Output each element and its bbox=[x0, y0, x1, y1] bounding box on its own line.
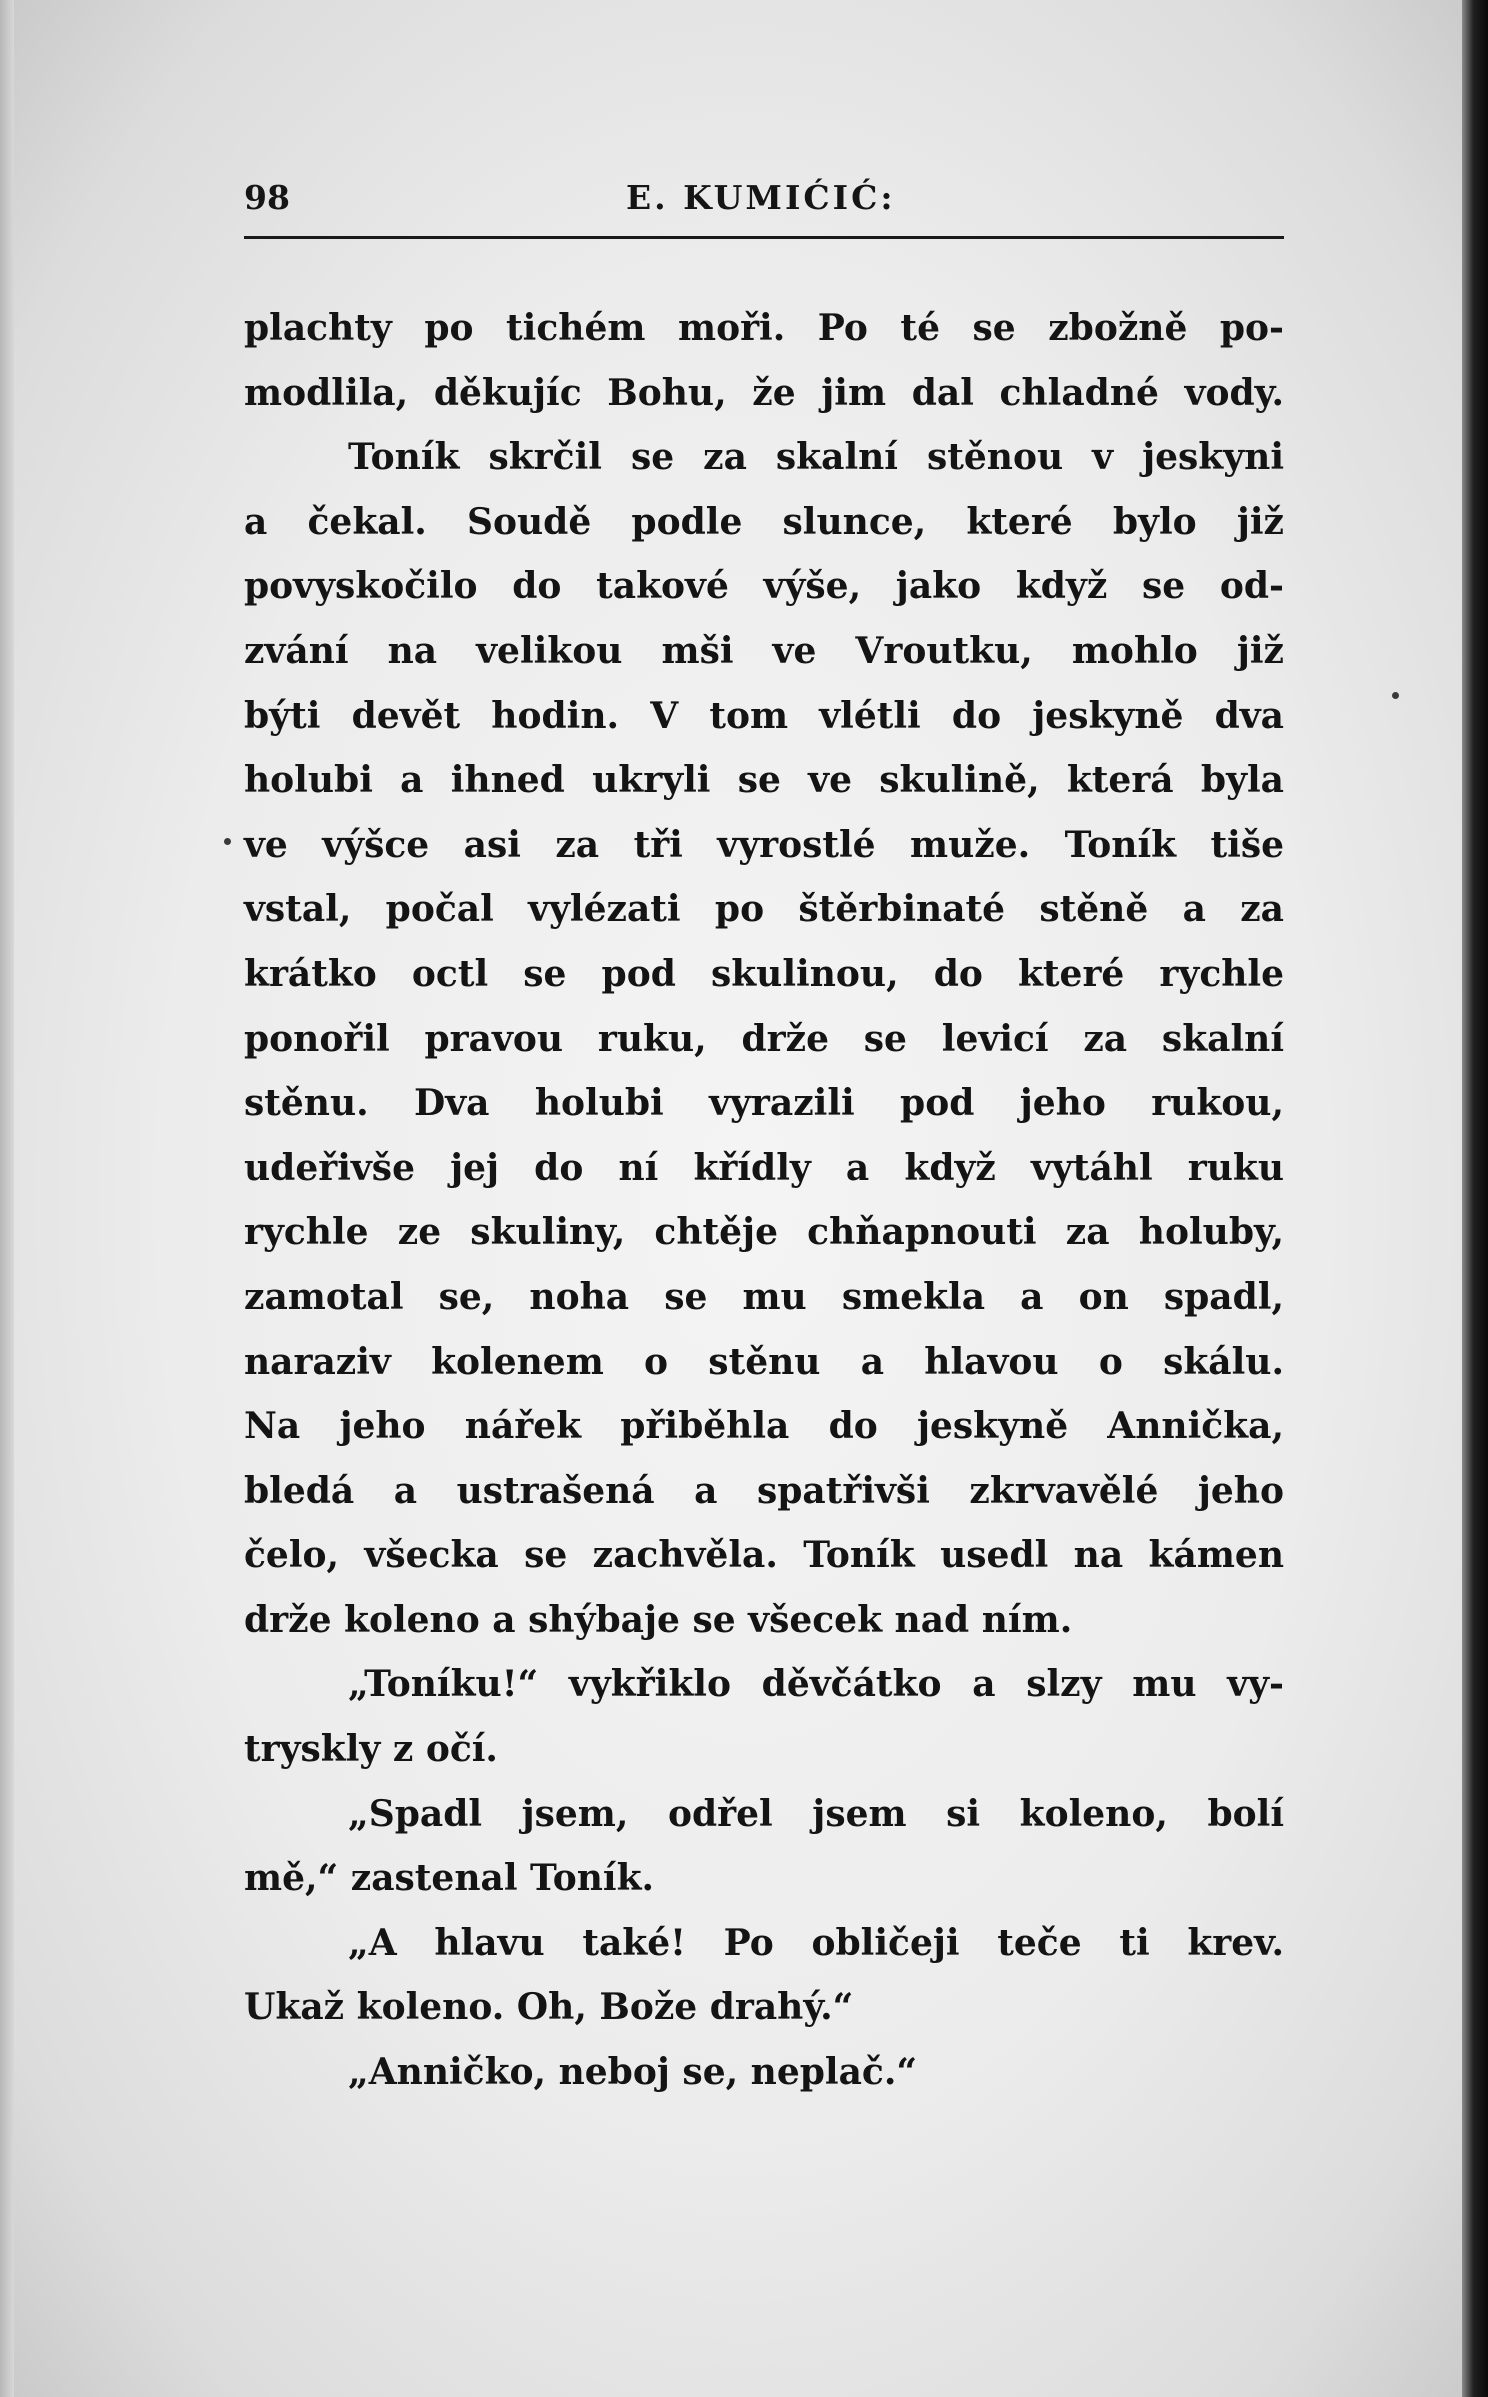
text-line: vstal, počal vylézati po štěrbinaté stěně a za bbox=[244, 888, 1284, 931]
text-line: a čekal. Soudě podle slunce, které bylo již bbox=[244, 500, 1284, 543]
running-head: E. KUMIĆIĆ: bbox=[626, 178, 896, 217]
text-line: tryskly z očí. bbox=[244, 1728, 498, 1771]
page-header bbox=[244, 178, 1284, 228]
text-line: čelo, všecka se zachvěla. Toník usedl na kámen bbox=[244, 1534, 1284, 1577]
text-line: „A hlavu také! Po obličeji teče ti krev. bbox=[348, 1921, 1284, 1964]
page-binding-shadow bbox=[1462, 0, 1488, 2397]
text-line: stěnu. Dva holubi vyrazili pod jeho rukou, bbox=[244, 1082, 1284, 1125]
text-line: Toník skrčil se za skalní stěnou v jeskyni bbox=[348, 436, 1284, 479]
body-text bbox=[244, 296, 1284, 2105]
text-line: holubi a ihned ukryli se ve skulině, která byla bbox=[244, 759, 1284, 802]
text-line: zamotal se, noha se mu smekla a on spadl, bbox=[244, 1275, 1284, 1318]
text-line: povyskočilo do takové výše, jako když se od- bbox=[244, 565, 1284, 608]
text-line: býti devět hodin. V tom vlétli do jeskyně dva bbox=[244, 694, 1284, 737]
text-line: ponořil pravou ruku, drže se levicí za skalní bbox=[244, 1017, 1284, 1060]
text-line: drže koleno a shýbaje se všecek nad ním. bbox=[244, 1598, 1073, 1641]
text-line: modlila, děkujíc Bohu, že jim dal chladné vody. bbox=[244, 371, 1284, 414]
text-line: bledá a ustrašená a spatřivši zkrvavělé jeho bbox=[244, 1469, 1284, 1512]
text-line: plachty po tichém moři. Po té se zbožně po- bbox=[244, 307, 1284, 349]
text-line: „Toníku!“ vykřiklo děvčátko a slzy mu vy- bbox=[348, 1663, 1284, 1706]
page-left-edge bbox=[0, 0, 14, 2397]
text-line: Ukaž koleno. Oh, Bože drahý.“ bbox=[244, 1986, 854, 2029]
text-line: „Spadl jsem, odřel jsem si koleno, bolí bbox=[348, 1792, 1284, 1835]
page-number: 98 bbox=[244, 178, 290, 217]
text-line: „Anničko, neboj se, neplač.“ bbox=[348, 2051, 918, 2094]
text-line: Na jeho nářek přiběhla do jeskyně Annička, bbox=[244, 1405, 1284, 1448]
text-line: krátko octl se pod skulinou, do které rychle bbox=[244, 952, 1284, 995]
text-line: naraziv kolenem o stěnu a hlavou o skálu. bbox=[244, 1340, 1284, 1383]
ink-speck bbox=[1392, 692, 1399, 699]
text-line: zvání na velikou mši ve Vroutku, mohlo již bbox=[244, 629, 1284, 672]
text-line: mě,“ zastenal Toník. bbox=[244, 1857, 655, 1900]
ink-speck bbox=[224, 838, 231, 845]
header-rule bbox=[244, 236, 1284, 239]
text-line: ve výšce asi za tři vyrostlé muže. Toník tiše bbox=[244, 823, 1284, 866]
text-line: udeřivše jej do ní křídly a když vytáhl ruku bbox=[244, 1146, 1284, 1189]
text-line: rychle ze skuliny, chtěje chňapnouti za holuby, bbox=[244, 1211, 1284, 1254]
